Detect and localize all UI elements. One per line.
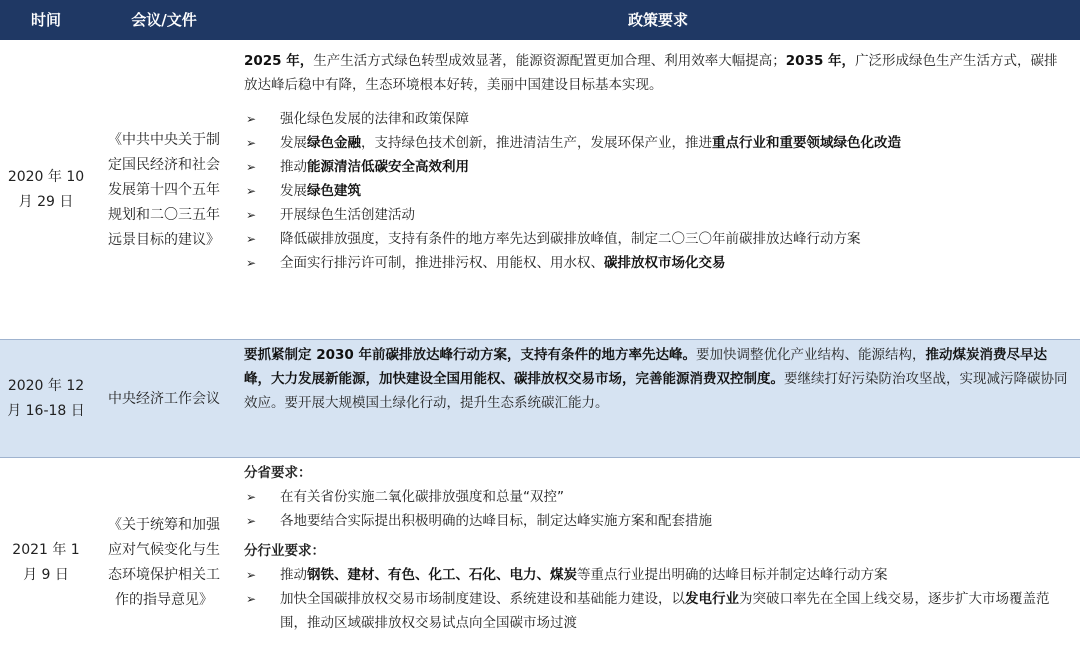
- row-document: 中央经济工作会议: [108, 390, 220, 407]
- list-item: [244, 131, 1070, 155]
- body-text: ，支持绿色技术创新，推进清洁生产，发展环保产业，推进: [361, 135, 712, 151]
- emphasis-text: 绿色建筑: [307, 183, 361, 199]
- bullet-arrow-icon: ➢: [246, 184, 257, 198]
- header-document: 会议/文件: [131, 11, 197, 29]
- emphasis-text: 碳排放权市场化交易: [604, 255, 726, 271]
- emphasis-text: 钢铁、建材、有色、化工、石化、电力、煤炭: [307, 567, 577, 583]
- list-item: [244, 563, 1070, 587]
- list-item: [244, 509, 1070, 533]
- list-item: [244, 251, 1070, 275]
- body-text: 强化绿色发展的法律和政策保障: [280, 111, 469, 127]
- bullet-arrow-icon: ➢: [246, 592, 257, 606]
- row-bullet-list: [244, 107, 1070, 275]
- bullet-arrow-icon: ➢: [246, 490, 257, 504]
- row-document: 《中共中央关于制定国民经济和社会发展第十四个五年规划和二〇三五年远景目标的建议》: [108, 131, 220, 248]
- list-item: [244, 587, 1070, 635]
- row-date: 2021 年 1 月 9 日: [12, 542, 80, 583]
- body-text: 开展绿色生活创建活动: [280, 207, 415, 223]
- emphasis-text: 2035 年，: [785, 53, 856, 69]
- body-text: 降低碳排放强度，支持有条件的地方率先达到碳排放峰值，制定二〇三〇年前碳排放达峰行动方案: [280, 231, 861, 247]
- body-text: 各地要结合实际提出积极明确的达峰目标，制定达峰实施方案和配套措施: [280, 513, 712, 529]
- emphasis-text: 绿色金融: [307, 135, 361, 151]
- row-date: 2020 年 12 月 16-18 日: [7, 378, 85, 419]
- provincial-title: 分省要求：: [244, 465, 312, 481]
- table-row: [0, 458, 1080, 668]
- row-intro: [244, 49, 1070, 97]
- bullet-arrow-icon: ➢: [246, 568, 257, 582]
- body-text: 为突破口率先在全国上线交易，逐步扩大市场覆盖范围，推动区域碳排放权交易试点向全国碳市场过渡: [280, 591, 1050, 631]
- body-text: 发展: [280, 183, 307, 199]
- table-row: [0, 340, 1080, 458]
- provincial-bullet-list: [244, 485, 1070, 533]
- table-row: [0, 40, 1080, 340]
- list-item: [244, 485, 1070, 509]
- body-text: 发展: [280, 135, 307, 151]
- body-text: 推动: [280, 567, 307, 583]
- emphasis-text: 要抓紧制定 2030 年前碳排放达峰行动方案，支持有条件的地方率先达峰。: [244, 347, 696, 363]
- body-text: 等重点行业提出明确的达峰目标并制定达峰行动方案: [577, 567, 888, 583]
- list-item: [244, 107, 1070, 131]
- list-item: [244, 203, 1070, 227]
- row-date: 2020 年 10 月 29 日: [7, 169, 85, 210]
- emphasis-text: 发电行业: [685, 591, 739, 607]
- body-text: 要继续打好污染防治攻坚战，实现减污降碳协同效应。要开展大规模国土绿化行动，提升生态系统碳汇能力。: [244, 371, 1068, 411]
- industry-title: 分行业要求：: [244, 543, 325, 559]
- list-item: [244, 155, 1070, 179]
- row-document: 《关于统筹和加强应对气候变化与生态环境保护相关工作的指导意见》: [108, 517, 220, 608]
- body-text: 生产生活方式绿色转型成效显著，能源资源配置更加合理、利用效率大幅提高；: [313, 53, 786, 69]
- bullet-arrow-icon: ➢: [246, 208, 257, 222]
- list-item: [244, 227, 1070, 251]
- body-text: 全面实行排污许可制，推进排污权、用能权、用水权、: [280, 255, 604, 271]
- body-text: 广泛形成绿色生产生活方式，碳排放达峰后稳中有降，生态环境根本好转，美丽中国建设目标基本实现。: [244, 53, 1058, 93]
- table-header: [0, 0, 1080, 40]
- bullet-arrow-icon: ➢: [246, 136, 257, 150]
- emphasis-text: 能源清洁低碳安全高效利用: [307, 159, 469, 175]
- industry-bullet-list: [244, 563, 1070, 635]
- body-text: 加快全国碳排放权交易市场制度建设、系统建设和基础能力建设，以: [280, 591, 685, 607]
- bullet-arrow-icon: ➢: [246, 514, 257, 528]
- body-text: 在有关省份实施二氧化碳排放强度和总量“双控”: [280, 489, 564, 505]
- emphasis-text: 重点行业和重要领域绿色化改造: [712, 135, 901, 151]
- row-intro: [244, 343, 1070, 415]
- body-text: 推动: [280, 159, 307, 175]
- header-requirements: 政策要求: [627, 11, 688, 29]
- bullet-arrow-icon: ➢: [246, 256, 257, 270]
- emphasis-text: 推动煤炭消费尽早达峰，大力发展新能源，加快建设全国用能权、碳排放权交易市场，完善能源消费双控制度。: [244, 347, 1047, 387]
- emphasis-text: 2025 年，: [244, 53, 314, 69]
- bullet-arrow-icon: ➢: [246, 112, 257, 126]
- list-item: [244, 179, 1070, 203]
- bullet-arrow-icon: ➢: [246, 160, 257, 174]
- body-text: 要加快调整优化产业结构、能源结构，: [695, 347, 926, 363]
- header-time: 时间: [30, 11, 61, 29]
- bullet-arrow-icon: ➢: [246, 232, 257, 246]
